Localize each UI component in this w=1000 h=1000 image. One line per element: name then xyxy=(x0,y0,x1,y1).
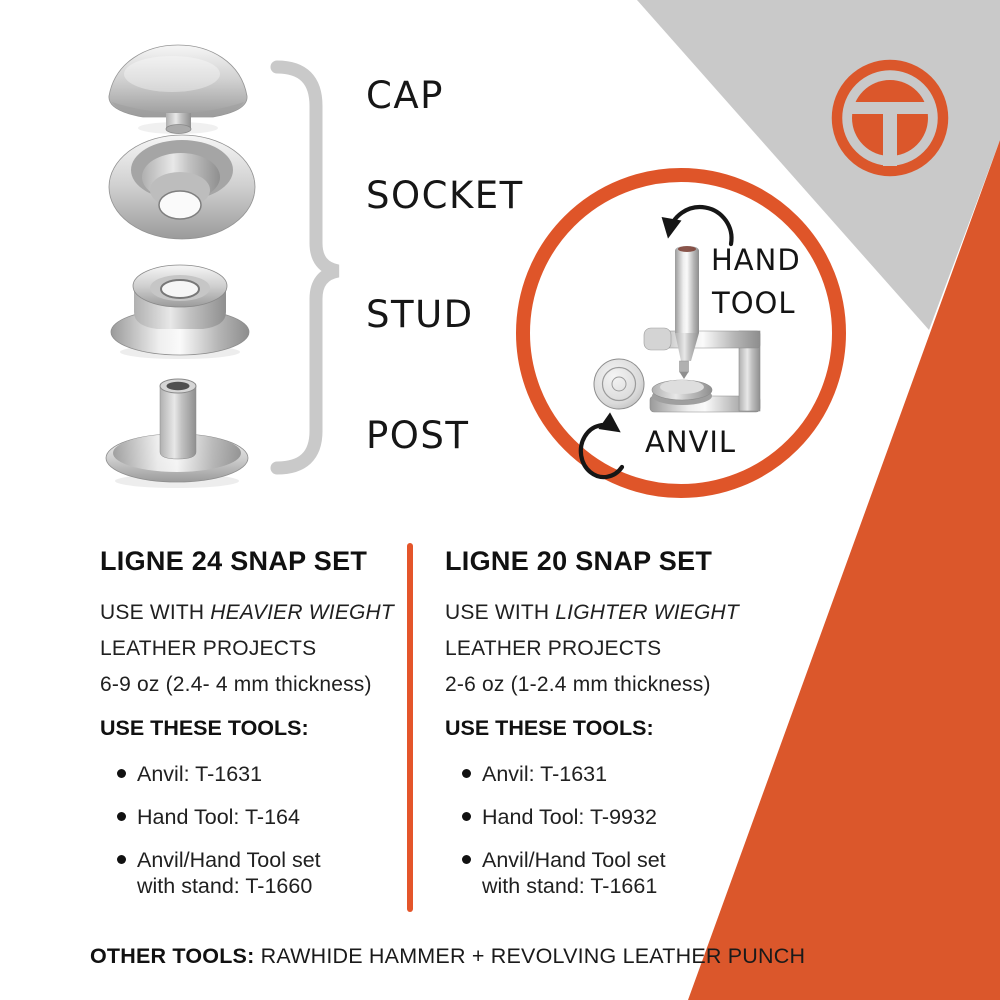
weight-emphasis: HEAVIER WIEGHT xyxy=(210,601,394,624)
socket-photo xyxy=(109,135,255,239)
projects-line: LEATHER PROJECTS xyxy=(100,637,317,660)
stud-label: STUD xyxy=(366,293,474,336)
ligne-24-column xyxy=(100,546,430,916)
column-title: LIGNE 24 SNAP SET xyxy=(100,546,368,576)
t-circle-logo-icon xyxy=(837,65,943,171)
anvil-label: ANVIL xyxy=(645,425,737,459)
post-label: POST xyxy=(366,414,470,457)
cap-label: CAP xyxy=(366,74,444,117)
ligne-20-column xyxy=(445,546,775,916)
list-item: Anvil/Hand Tool set with stand: T-1660 xyxy=(100,847,430,899)
weight-emphasis: LIGHTER WIEGHT xyxy=(555,601,739,624)
projects-line: LEATHER PROJECTS xyxy=(445,637,662,660)
hand-tool-label-line2: TOOL xyxy=(712,286,796,320)
other-tools-label: OTHER TOOLS: xyxy=(90,944,255,968)
post-photo xyxy=(106,379,248,488)
bullet-dot xyxy=(462,812,471,821)
tools-heading: USE THESE TOOLS: xyxy=(100,716,309,740)
list-item: Anvil: T-1631 xyxy=(100,761,430,787)
other-tools-note xyxy=(90,944,805,969)
list-item: Hand Tool: T-9932 xyxy=(445,804,775,830)
cap-photo xyxy=(109,45,247,134)
anvil-photo xyxy=(594,359,644,409)
other-tools-text: RAWHIDE HAMMER + REVOLVING LEATHER PUNCH xyxy=(254,944,806,968)
curly-brace-icon xyxy=(277,67,338,468)
tools-list xyxy=(445,761,775,899)
stud-photo xyxy=(111,265,249,359)
thickness-line: 2-6 oz (1-2.4 mm thickness) xyxy=(445,673,711,696)
list-item: Anvil: T-1631 xyxy=(445,761,775,787)
hand-tool-label-line1: HAND xyxy=(711,243,801,277)
column-title: LIGNE 20 SNAP SET xyxy=(445,546,713,576)
tools-list xyxy=(100,761,430,899)
socket-label: SOCKET xyxy=(366,174,524,217)
list-item: Hand Tool: T-164 xyxy=(100,804,430,830)
list-item: Anvil/Hand Tool set with stand: T-1661 xyxy=(445,847,775,899)
use-with-line: USE WITH LIGHTER WIEGHT xyxy=(445,601,739,624)
bullet-dot xyxy=(117,855,126,864)
bullet-dot xyxy=(117,812,126,821)
tools-heading: USE THESE TOOLS: xyxy=(445,716,654,740)
bullet-dot xyxy=(462,769,471,778)
bullet-dot xyxy=(462,855,471,864)
bullet-dot xyxy=(117,769,126,778)
thickness-line: 6-9 oz (2.4- 4 mm thickness) xyxy=(100,673,372,696)
use-with-line: USE WITH HEAVIER WIEGHT xyxy=(100,601,394,624)
